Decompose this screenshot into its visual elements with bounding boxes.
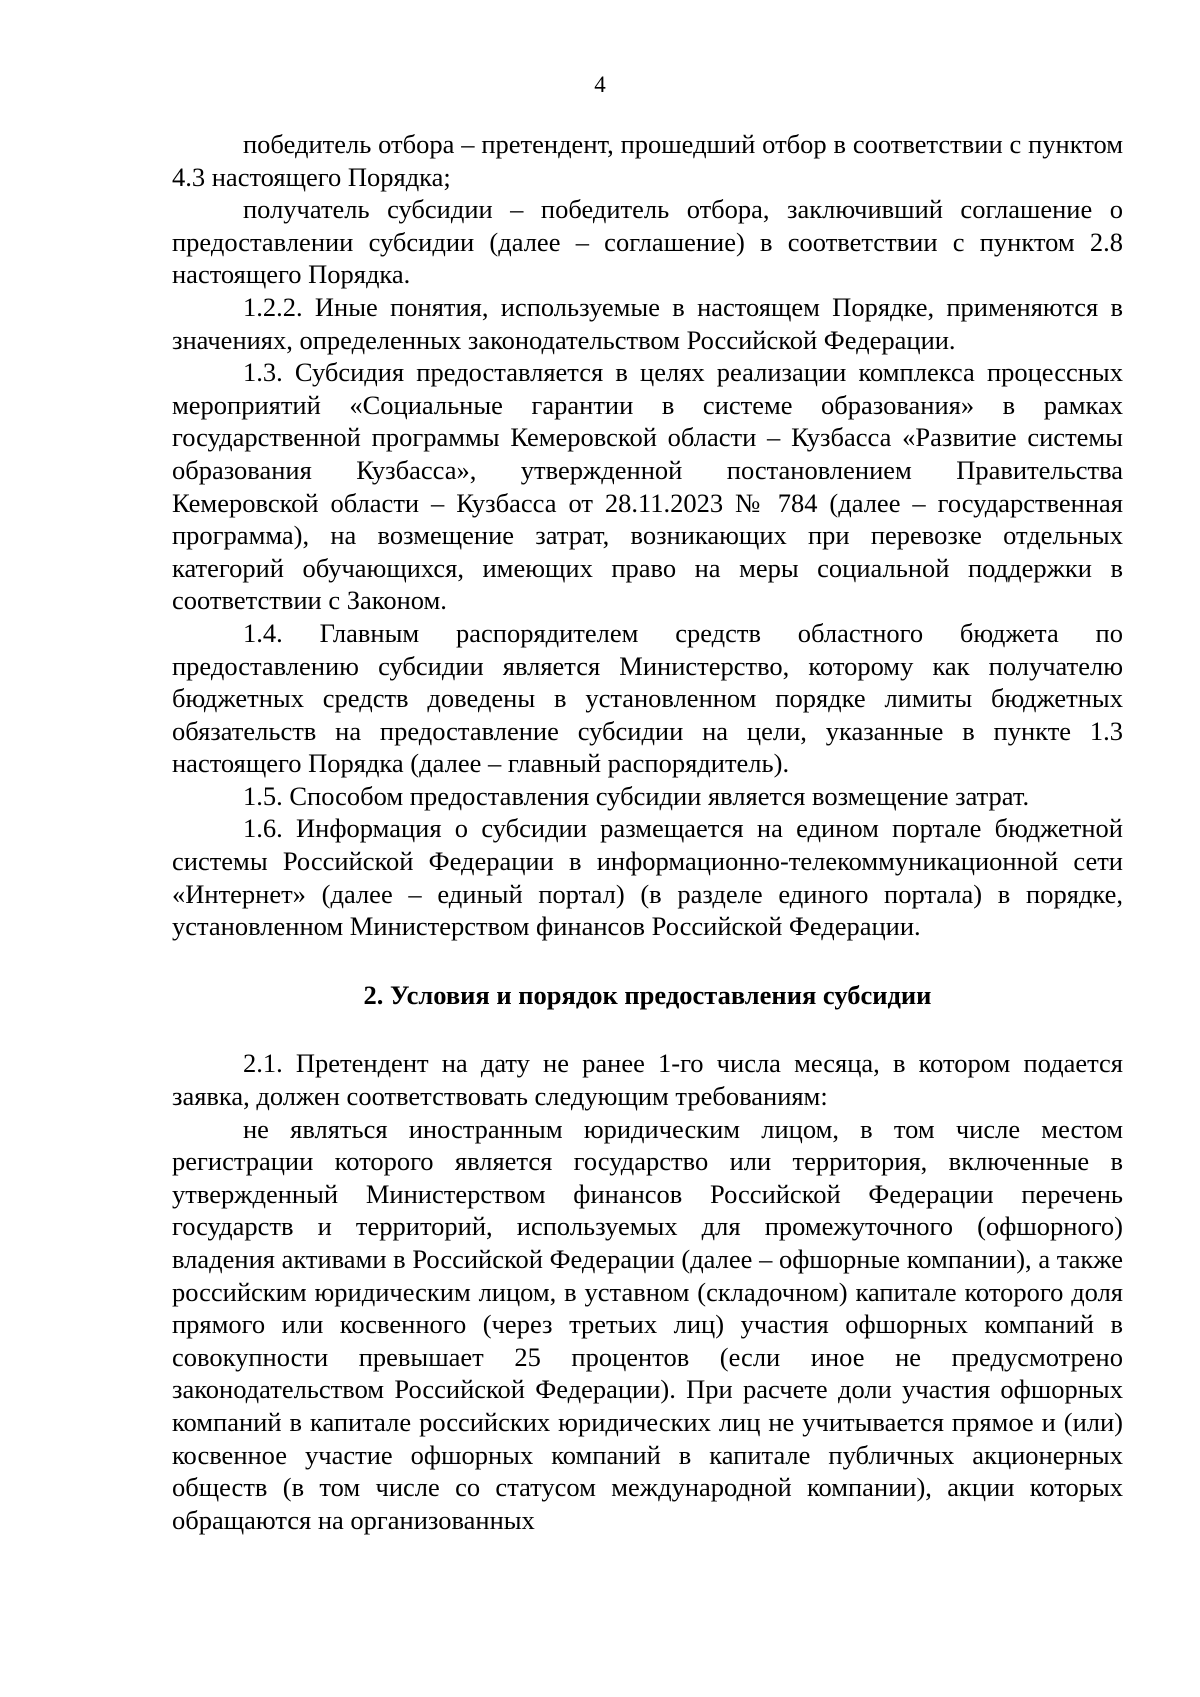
paragraph-definition-winner: победитель отбора – претендент, прошедший отбор в соответствии с пунктом 4.3 настоящего Порядка;	[172, 129, 1123, 192]
section-heading: 2. Условия и порядок предоставления субсидии	[363, 979, 932, 1010]
paragraph-1-2-2: 1.2.2. Иные понятия, используемые в настоящем Порядке, применяются в значениях, определенных законодательством Российской Федерации.	[172, 291, 1123, 355]
paragraph-definition-recipient: получатель субсидии – победитель отбора, заключивший соглашение о предоставлении субсидии (далее – соглашение) в соответствии с пунктом 2.8 настоящего Порядка.	[172, 194, 1123, 290]
paragraph-requirement-offshore: не являться иностранным юридическим лицом, в том числе местом регистрации которого является государство или территория, включенные в утвержденный Министерством финансов Российской Федерации перечень государств и территорий, используемых для промежуточного (офшорного) владения активами в Российской Федерации (далее – офшорные компании), а также российским юридическим лицом, в уставном (складочном) капитале которого доля прямого или косвенного (через третьих лиц) участия офшорных компаний в совокупности превышает 25 процентов (если иное не предусмотрено законодательством Российской Федерации). При расчете доли участия офшорных компаний в капитале российских юридических лиц не учитывается прямое и (или) косвенное участие офшорных компаний в капитале публичных акционерных обществ (в том числе со статусом международной компании), акции которых обращаются на организованных	[172, 1113, 1123, 1535]
document-body	[172, 128, 1123, 1536]
paragraph-1-3: 1.3. Субсидия предоставляется в целях реализации комплекса процессных мероприятий «Социальные гарантии в системе образования» в рамках государственной программы Кемеровской области – Кузбасса «Развитие системы образования Кузбасса», утвержденной постановлением Правительства Кемеровской области – Кузбасса от 28.11.2023 № 784 (далее – государственная программа), на возмещение затрат, возникающих при перевозке отдельных категорий обучающихся, имеющих право на меры социальной поддержки в соответствии с Законом.	[172, 357, 1123, 616]
paragraph-1-5: 1.5. Способом предоставления субсидии является возмещение затрат.	[243, 780, 1030, 811]
paragraph-1-6: 1.6. Информация о субсидии размещается на едином портале бюджетной системы Российской Федерации в информационно-телекоммуникационной сети «Интернет» (далее – единый портал) (в разделе единого портала) в порядке, установленном Министерством финансов Российской Федерации.	[172, 813, 1123, 942]
paragraph-1-4: 1.4. Главным распорядителем средств областного бюджета по предоставлению субсидии является Министерство, которому как получателю бюджетных средств доведены в установленном порядке лимиты бюджетных обязательств на предоставление субсидии на цели, указанные в пункте 1.3 настоящего Порядка (далее – главный распорядитель).	[172, 617, 1123, 779]
paragraph-2-1: 2.1. Претендент на дату не ранее 1-го числа месяца, в котором подается заявка, должен соответствовать следующим требованиям:	[172, 1048, 1123, 1112]
page-number: 4	[594, 72, 606, 97]
